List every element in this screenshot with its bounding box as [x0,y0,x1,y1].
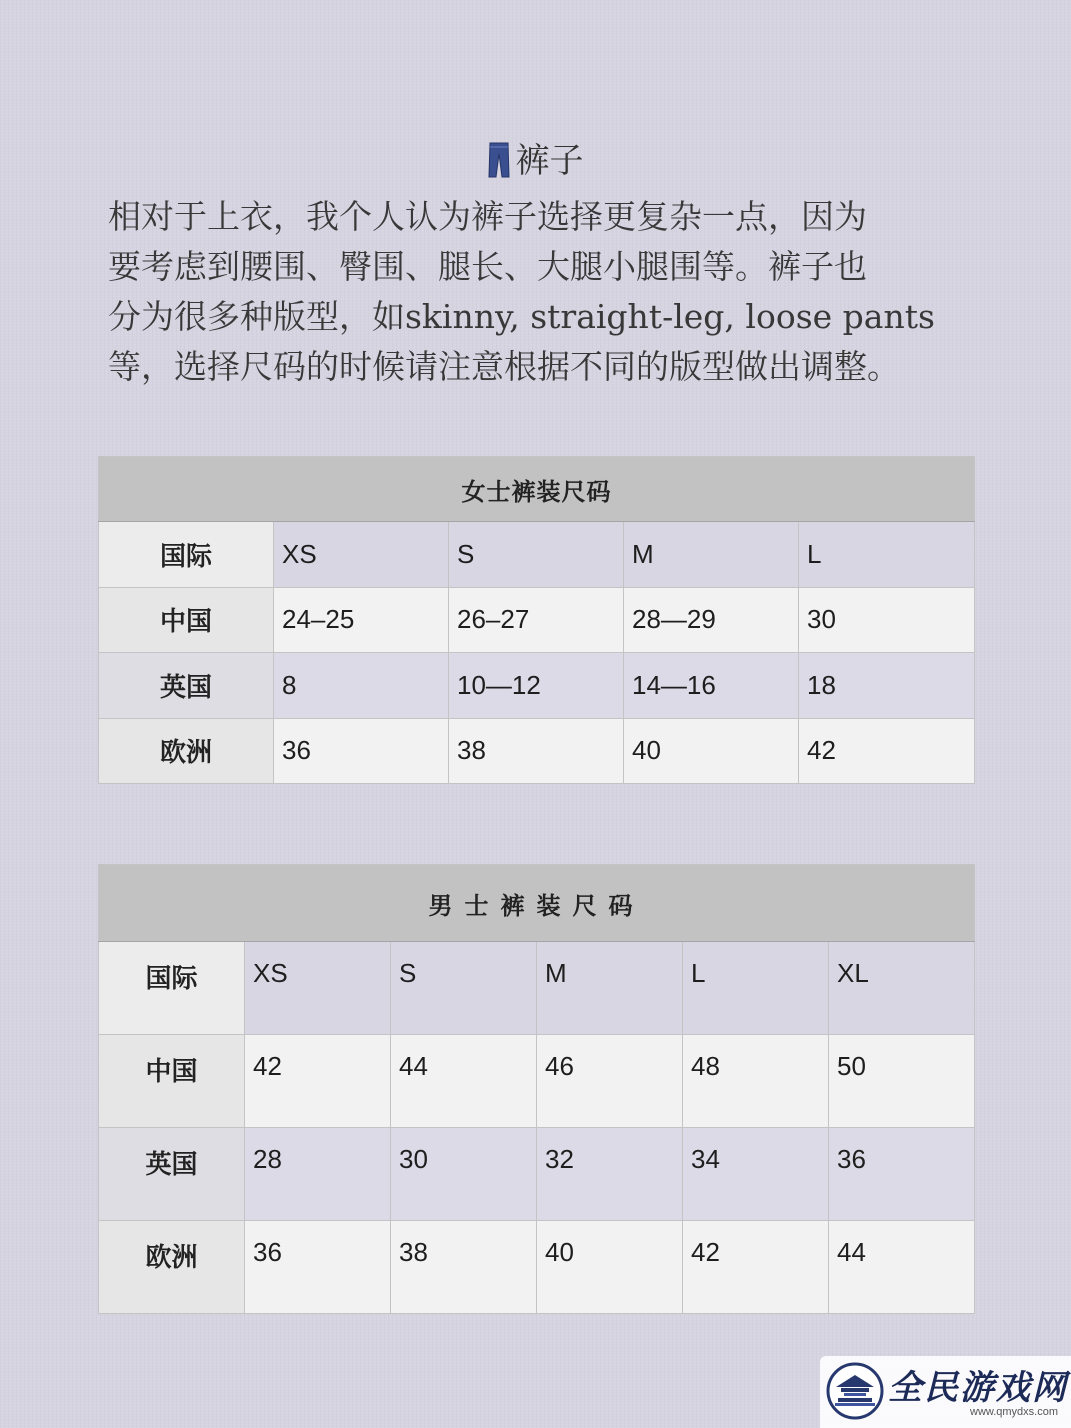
size-cell: 38 [391,1221,537,1314]
size-cell: S [449,522,624,587]
section-title: 裤子 [515,141,584,181]
intro-line: 要考虑到腰围、臀围、腿长、大腿小腿围等。裤子也 [108,247,867,286]
size-cell: 48 [683,1035,829,1128]
site-watermark [820,1356,1071,1428]
size-cell: 42 [245,1035,391,1128]
size-cell: 34 [683,1128,829,1221]
size-cell: 36 [274,718,449,783]
size-cell: 46 [537,1035,683,1128]
men-table-title: 男士裤装尺码 [99,865,975,942]
watermark-url: www.qmydxs.com [970,1406,1059,1418]
size-cell: 40 [624,718,799,783]
size-cell: S [391,942,537,1035]
size-cell: XS [274,522,449,587]
table-row [99,718,975,783]
size-cell: 44 [391,1035,537,1128]
row-label: 欧洲 [99,718,274,783]
size-cell: 24–25 [274,587,449,652]
intro-paragraph [108,192,968,392]
size-cell: 42 [799,718,975,783]
row-label: 国际 [99,522,274,587]
size-cell: 28—29 [624,587,799,652]
intro-line: 相对于上衣，我个人认为裤子选择更复杂一点，因为 [108,197,867,236]
row-label: 中国 [99,1035,245,1128]
size-cell: 36 [245,1221,391,1314]
women-size-table [98,456,975,784]
table-row [99,653,975,718]
size-cell: 50 [829,1035,975,1128]
temple-logo-icon [826,1362,884,1420]
size-cell: M [624,522,799,587]
size-cell: M [537,942,683,1035]
size-cell: 40 [537,1221,683,1314]
size-cell: 36 [829,1128,975,1221]
jeans-icon [488,142,510,190]
size-cell: 26–27 [449,587,624,652]
size-cell: 10—12 [449,653,624,718]
table-row [99,587,975,652]
size-cell: L [799,522,975,587]
table-row [99,942,975,1035]
table-row [99,522,975,587]
intro-line: 分为很多种版型，如skinny, straight-leg, loose pants [108,297,935,336]
size-cell: 30 [391,1128,537,1221]
intro-line: 等，选择尺码的时候请注意根据不同的版型做出调整。 [108,347,900,386]
men-size-table [98,864,975,1314]
women-table-title: 女士裤装尺码 [99,457,975,522]
size-cell: XS [245,942,391,1035]
row-label: 欧洲 [99,1221,245,1314]
row-label: 国际 [99,942,245,1035]
size-cell: 44 [829,1221,975,1314]
size-cell: 42 [683,1221,829,1314]
section-heading [0,138,1071,190]
row-label: 中国 [99,587,274,652]
size-cell: 14—16 [624,653,799,718]
row-label: 英国 [99,1128,245,1221]
watermark-brand: 全民游戏网 [888,1368,1068,1408]
size-cell: L [683,942,829,1035]
table-row [99,1035,975,1128]
size-cell: 28 [245,1128,391,1221]
size-cell: 38 [449,718,624,783]
table-row [99,1221,975,1314]
row-label: 英国 [99,653,274,718]
size-cell: 30 [799,587,975,652]
size-cell: 8 [274,653,449,718]
table-row [99,1128,975,1221]
size-cell: 18 [799,653,975,718]
size-cell: XL [829,942,975,1035]
size-cell: 32 [537,1128,683,1221]
